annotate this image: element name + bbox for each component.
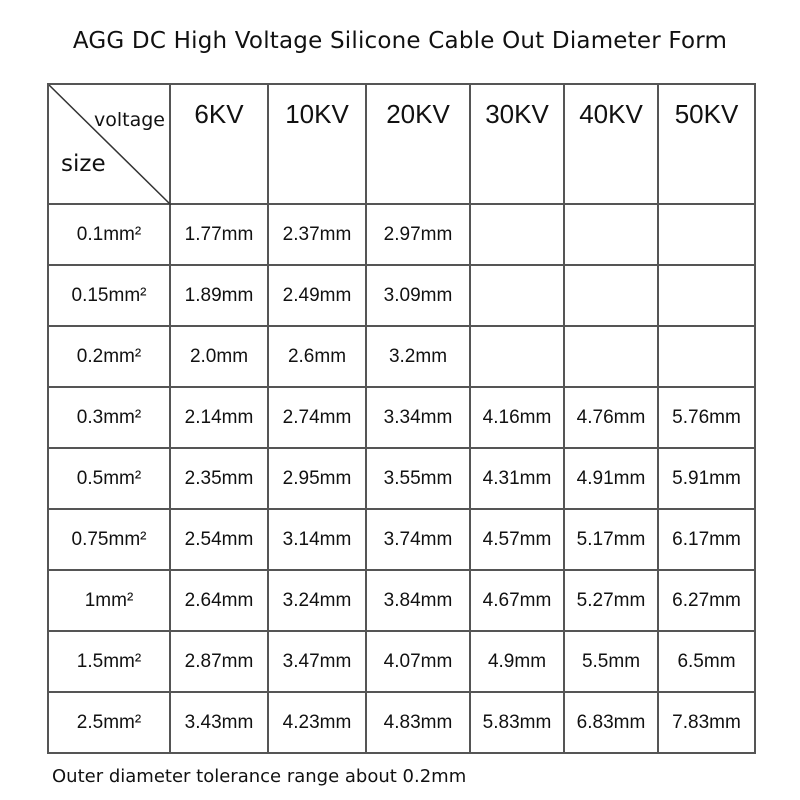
tolerance-note: Outer diameter tolerance range about 0.2mm	[52, 766, 467, 787]
diameter-cell: 2.97mm	[366, 204, 470, 265]
column-header: 50KV	[658, 84, 755, 204]
diameter-cell: 2.14mm	[170, 387, 268, 448]
table-row	[48, 448, 755, 509]
size-cell: 0.75mm²	[48, 509, 170, 570]
diameter-cell: 3.43mm	[170, 692, 268, 753]
diameter-cell	[658, 204, 755, 265]
diameter-cell: 4.31mm	[470, 448, 564, 509]
diameter-cell: 6.83mm	[564, 692, 658, 753]
diameter-cell: 3.2mm	[366, 326, 470, 387]
diameter-cell	[470, 326, 564, 387]
table-row	[48, 204, 755, 265]
diameter-cell: 7.83mm	[658, 692, 755, 753]
diagonal-divider	[49, 85, 171, 205]
diameter-cell: 1.89mm	[170, 265, 268, 326]
diameter-cell: 3.74mm	[366, 509, 470, 570]
diameter-table	[47, 83, 756, 754]
diameter-cell: 3.84mm	[366, 570, 470, 631]
diameter-cell	[470, 204, 564, 265]
table-row	[48, 387, 755, 448]
size-cell: 0.1mm²	[48, 204, 170, 265]
diameter-cell: 3.14mm	[268, 509, 366, 570]
size-cell: 0.2mm²	[48, 326, 170, 387]
diameter-cell: 5.91mm	[658, 448, 755, 509]
corner-header-cell	[48, 84, 170, 204]
size-cell: 0.5mm²	[48, 448, 170, 509]
diameter-cell: 2.35mm	[170, 448, 268, 509]
diameter-cell: 4.07mm	[366, 631, 470, 692]
page-title: AGG DC High Voltage Silicone Cable Out Diameter Form	[72, 28, 728, 54]
diameter-cell: 2.0mm	[170, 326, 268, 387]
size-axis-label: size	[61, 151, 106, 177]
diameter-cell: 5.27mm	[564, 570, 658, 631]
size-cell: 0.3mm²	[48, 387, 170, 448]
header-row	[48, 84, 755, 204]
size-cell: 2.5mm²	[48, 692, 170, 753]
diameter-cell	[658, 326, 755, 387]
diameter-cell: 5.17mm	[564, 509, 658, 570]
size-cell: 1mm²	[48, 570, 170, 631]
diameter-cell: 2.95mm	[268, 448, 366, 509]
diameter-cell: 2.74mm	[268, 387, 366, 448]
diameter-cell: 3.47mm	[268, 631, 366, 692]
diameter-cell: 3.24mm	[268, 570, 366, 631]
table-row	[48, 265, 755, 326]
column-header: 20KV	[366, 84, 470, 204]
diameter-cell: 4.83mm	[366, 692, 470, 753]
table-row	[48, 631, 755, 692]
diameter-cell: 2.87mm	[170, 631, 268, 692]
diameter-cell: 4.67mm	[470, 570, 564, 631]
voltage-axis-label: voltage	[94, 109, 165, 131]
diameter-cell: 5.76mm	[658, 387, 755, 448]
diameter-cell: 4.91mm	[564, 448, 658, 509]
diameter-cell	[564, 265, 658, 326]
diameter-cell	[470, 265, 564, 326]
column-header: 40KV	[564, 84, 658, 204]
table-row	[48, 326, 755, 387]
diameter-cell: 3.55mm	[366, 448, 470, 509]
diameter-cell	[564, 326, 658, 387]
diameter-cell: 4.23mm	[268, 692, 366, 753]
diameter-cell: 6.27mm	[658, 570, 755, 631]
diameter-cell: 6.17mm	[658, 509, 755, 570]
diameter-cell	[564, 204, 658, 265]
diameter-cell: 2.64mm	[170, 570, 268, 631]
diameter-cell: 5.5mm	[564, 631, 658, 692]
diameter-cell: 3.09mm	[366, 265, 470, 326]
diameter-cell: 4.57mm	[470, 509, 564, 570]
diameter-cell: 6.5mm	[658, 631, 755, 692]
diameter-cell: 2.6mm	[268, 326, 366, 387]
diameter-cell: 2.54mm	[170, 509, 268, 570]
size-cell: 0.15mm²	[48, 265, 170, 326]
diameter-cell	[658, 265, 755, 326]
diameter-cell: 2.49mm	[268, 265, 366, 326]
diameter-cell: 5.83mm	[470, 692, 564, 753]
column-header: 10KV	[268, 84, 366, 204]
column-header: 30KV	[470, 84, 564, 204]
diameter-cell: 4.76mm	[564, 387, 658, 448]
diameter-cell: 4.9mm	[470, 631, 564, 692]
size-cell: 1.5mm²	[48, 631, 170, 692]
table-row	[48, 570, 755, 631]
diameter-cell: 1.77mm	[170, 204, 268, 265]
diameter-cell: 4.16mm	[470, 387, 564, 448]
column-header: 6KV	[170, 84, 268, 204]
diameter-cell: 3.34mm	[366, 387, 470, 448]
table-row	[48, 692, 755, 753]
table-row	[48, 509, 755, 570]
diameter-cell: 2.37mm	[268, 204, 366, 265]
